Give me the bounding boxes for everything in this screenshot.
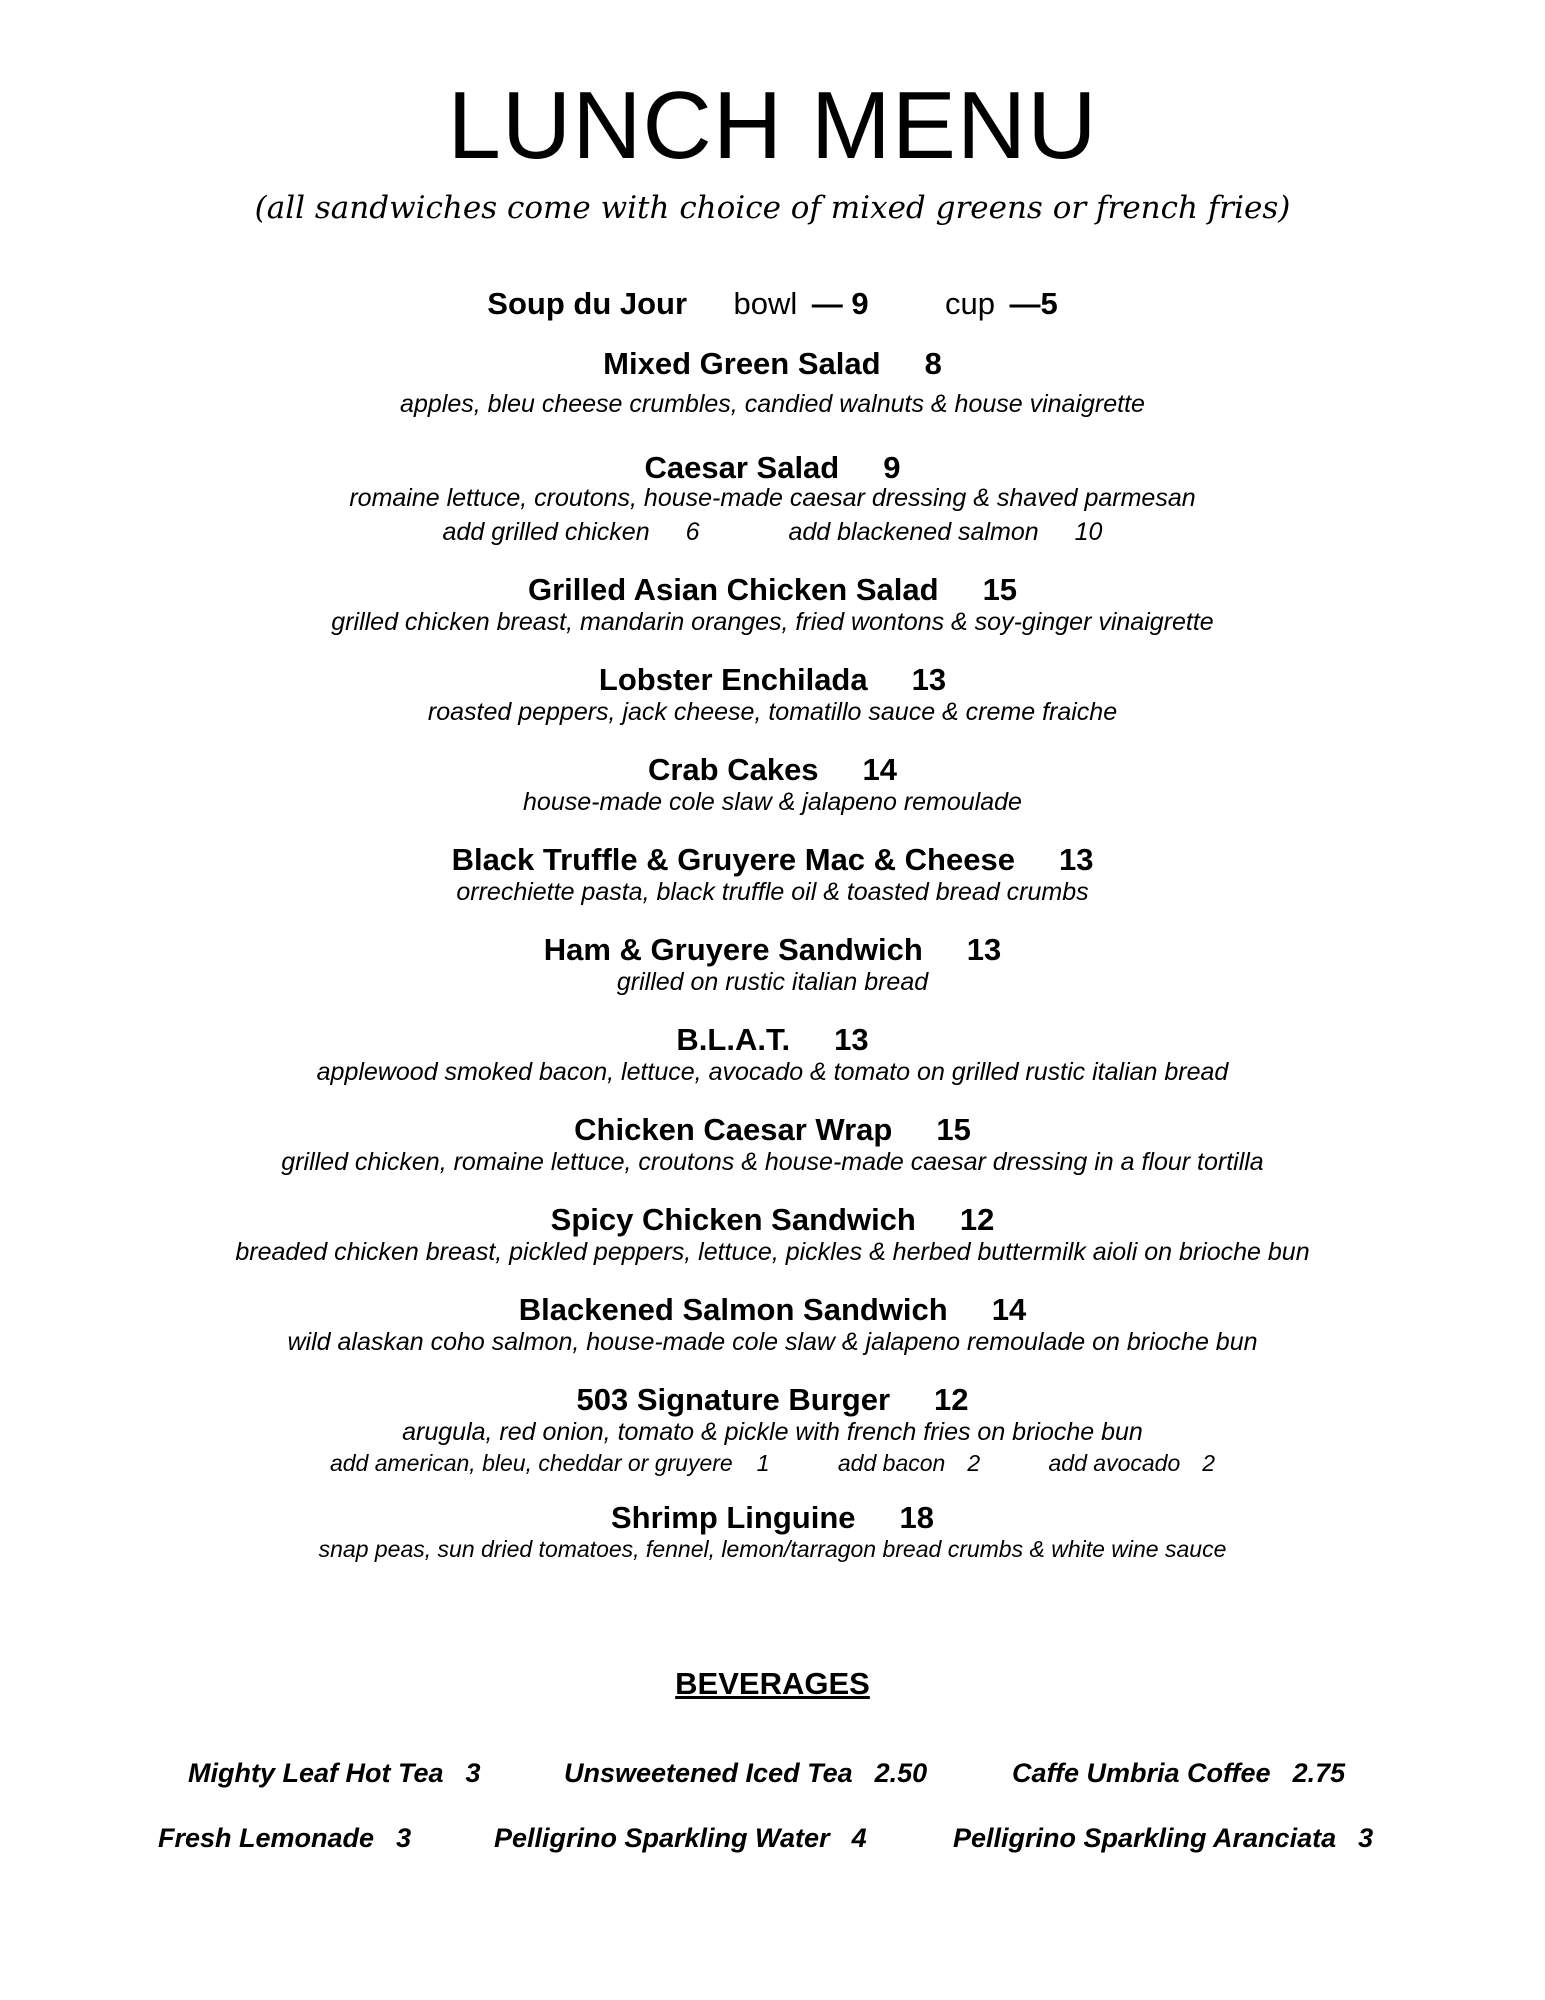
page-title: LUNCH MENU xyxy=(447,72,1098,179)
menu-item-price: 14 xyxy=(991,1292,1027,1327)
beverage-item xyxy=(188,1760,481,1787)
soup-bowl-label: bowl xyxy=(733,286,798,321)
beverage-item xyxy=(564,1760,927,1787)
menu-item-price: 12 xyxy=(934,1382,969,1417)
beverage-price: 4 xyxy=(851,1823,867,1853)
addon-price: 6 xyxy=(685,518,700,546)
addon-label: add american, bleu, cheddar or gruyere xyxy=(329,1450,733,1476)
menu-item-price: 8 xyxy=(924,346,942,381)
beverage-name: Pelligrino Sparkling Aranciata xyxy=(953,1823,1337,1853)
addon-label: add grilled chicken xyxy=(442,518,650,546)
menu-item-desc: snap peas, sun dried tomatoes, fennel, lemon/tarragon bread crumbs & white wine sauce xyxy=(318,1536,1227,1562)
menu-item-price: 13 xyxy=(966,932,1002,967)
menu-item-price: 12 xyxy=(959,1202,995,1237)
beverage-item xyxy=(494,1825,867,1852)
menu-item-price: 13 xyxy=(911,662,947,697)
menu-item-name: B.L.A.T. xyxy=(676,1022,791,1057)
menu-item-price: 14 xyxy=(862,752,898,787)
menu-item-desc: grilled chicken, romaine lettuce, croutons & house-made caesar dressing in a flour tortilla xyxy=(281,1148,1264,1176)
soup-row xyxy=(0,286,1545,322)
page-subtitle: (all sandwiches come with choice of mixed greens or french fries) xyxy=(254,190,1291,226)
menu-item-name-row xyxy=(0,752,1545,788)
menu-item-desc: wild alaskan coho salmon, house-made cole slaw & jalapeno remoulade on brioche bun xyxy=(287,1328,1258,1356)
menu-item-name: Chicken Caesar Wrap xyxy=(574,1112,893,1147)
menu-item-name: Ham & Gruyere Sandwich xyxy=(543,932,923,967)
menu-item-desc: breaded chicken breast, pickled peppers, lettuce, pickles & herbed buttermilk aioli on brioche bun xyxy=(235,1238,1310,1266)
beverages-heading: BEVERAGES xyxy=(675,1666,870,1701)
menu-item-name: Blackened Salmon Sandwich xyxy=(518,1292,948,1327)
menu-item-price: 18 xyxy=(899,1500,935,1535)
soup-cup-price: —5 xyxy=(1009,286,1058,321)
menu-item-desc: apples, bleu cheese crumbles, candied walnuts & house vinaigrette xyxy=(400,390,1145,418)
addon-price: 2 xyxy=(1202,1450,1216,1476)
menu-item-price: 15 xyxy=(982,572,1018,607)
beverage-item xyxy=(1012,1760,1345,1787)
beverage-price: 3 xyxy=(396,1823,412,1853)
menu-item-price: 13 xyxy=(1058,842,1094,877)
beverage-price: 2.50 xyxy=(874,1758,928,1788)
menu-item-name-row xyxy=(0,1500,1545,1536)
menu-item-name-row xyxy=(0,1292,1545,1328)
menu-item-name: 503 Signature Burger xyxy=(576,1382,891,1417)
addon-label: add bacon xyxy=(837,1450,946,1476)
beverage-name: Fresh Lemonade xyxy=(158,1823,375,1853)
menu-item-name-row xyxy=(0,1382,1545,1418)
menu-item-addons xyxy=(0,520,1545,545)
menu-item-price: 9 xyxy=(883,450,901,485)
menu-item-name-row xyxy=(0,1202,1545,1238)
soup-name: Soup du Jour xyxy=(487,286,688,321)
menu-item-name: Black Truffle & Gruyere Mac & Cheese xyxy=(451,842,1015,877)
beverage-name: Caffe Umbria Coffee xyxy=(1012,1758,1271,1788)
menu-item-name-row xyxy=(0,346,1545,382)
menu-item-name: Caesar Salad xyxy=(644,450,840,485)
menu-item-desc: roasted peppers, jack cheese, tomatillo sauce & creme fraiche xyxy=(427,698,1118,726)
beverage-price: 3 xyxy=(465,1758,481,1788)
addon-label: add avocado xyxy=(1048,1450,1181,1476)
menu-item-price: 13 xyxy=(834,1022,869,1057)
menu-item-name-row xyxy=(0,662,1545,698)
soup-cup-label: cup xyxy=(945,286,996,321)
menu-item-name-row xyxy=(0,932,1545,968)
menu-item-desc: grilled on rustic italian bread xyxy=(616,968,929,996)
menu-item-name-row xyxy=(0,1112,1545,1148)
soup-bowl-price: — 9 xyxy=(811,286,869,321)
menu-item-desc: grilled chicken breast, mandarin oranges, fried wontons & soy-ginger vinaigrette xyxy=(331,608,1214,636)
menu-item-name-row xyxy=(0,572,1545,608)
addon-price: 2 xyxy=(967,1450,981,1476)
menu-item-desc: applewood smoked bacon, lettuce, avocado & tomato on grilled rustic italian bread xyxy=(316,1058,1229,1086)
menu-item-name-row xyxy=(0,842,1545,878)
menu-item-desc: arugula, red onion, tomato & pickle with french fries on brioche bun xyxy=(402,1418,1143,1446)
menu-item-name: Grilled Asian Chicken Salad xyxy=(527,572,939,607)
menu-item-name: Mixed Green Salad xyxy=(603,346,881,381)
beverage-name: Mighty Leaf Hot Tea xyxy=(188,1758,444,1788)
menu-item-name: Lobster Enchilada xyxy=(598,662,868,697)
beverage-item xyxy=(158,1825,411,1852)
beverage-name: Pelligrino Sparkling Water xyxy=(494,1823,830,1853)
menu-item-name: Shrimp Linguine xyxy=(610,1500,856,1535)
beverage-name: Unsweetened Iced Tea xyxy=(564,1758,853,1788)
addon-price: 10 xyxy=(1074,518,1103,546)
beverage-price: 2.75 xyxy=(1292,1758,1346,1788)
menu-item-desc: house-made cole slaw & jalapeno remoulade xyxy=(523,788,1022,816)
menu-item-name-row xyxy=(0,1022,1545,1058)
addon-label: add blackened salmon xyxy=(788,518,1039,546)
menu-item-name: Spicy Chicken Sandwich xyxy=(550,1202,916,1237)
menu-item-price: 15 xyxy=(936,1112,971,1147)
beverage-price: 3 xyxy=(1358,1823,1374,1853)
menu-item-name: Crab Cakes xyxy=(647,752,819,787)
addon-price: 1 xyxy=(756,1450,770,1476)
menu-item-desc: orrechiette pasta, black truffle oil & toasted bread crumbs xyxy=(456,878,1089,906)
menu-item-addons xyxy=(0,1452,1545,1475)
beverage-item xyxy=(953,1825,1373,1852)
menu-item-name-row xyxy=(0,450,1545,486)
menu-item-desc: romaine lettuce, croutons, house-made caesar dressing & shaved parmesan xyxy=(349,484,1196,512)
